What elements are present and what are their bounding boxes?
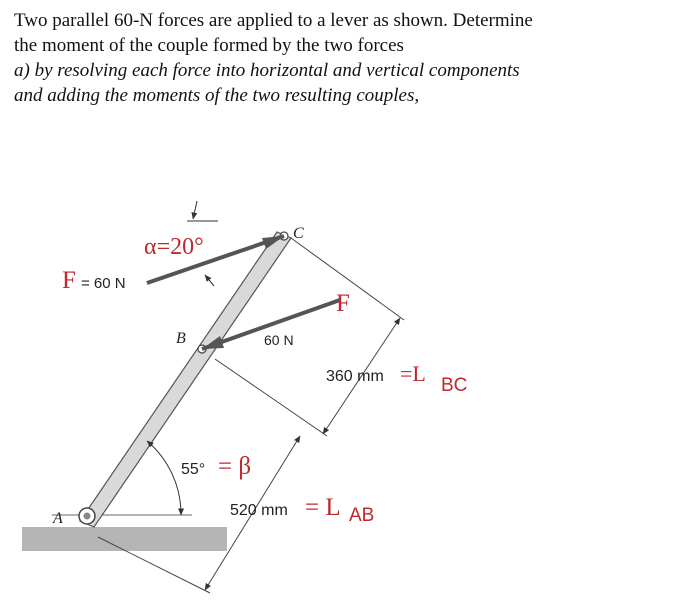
f-distance-label: F (336, 290, 350, 317)
angle-arc (147, 441, 181, 515)
angle-beta-label: = β (218, 453, 252, 480)
extension-line-b (215, 359, 327, 436)
force-value-label: = 60 N (81, 275, 126, 292)
problem-part-a-line-2: and adding the moments of the two resulting couples, (14, 85, 420, 106)
alpha-vertical-arrow (193, 201, 197, 219)
dim-ab-value: 520 mm (230, 502, 288, 519)
ground-support (22, 527, 227, 551)
force-lower-label: 60 N (264, 332, 294, 348)
problem-part-a-line-1: a) by resolving each force into horizontal and vertical components (14, 60, 520, 81)
pin-a-center (84, 513, 91, 520)
dim-bc-subscript: BC (441, 375, 468, 396)
problem-line-2: the moment of the couple formed by the two forces (14, 35, 404, 56)
dim-ab-eq: = L (305, 494, 341, 521)
angle-value: 55° (181, 461, 206, 478)
dim-bc-value: 360 mm (326, 368, 384, 385)
force-symbol: F (62, 267, 76, 294)
alpha-label: α=20° (144, 234, 204, 260)
dim-ab-subscript: AB (349, 505, 375, 526)
point-b-label: B (176, 330, 186, 347)
point-c-label: C (293, 225, 304, 242)
dim-bc-eq: =L (400, 361, 426, 386)
point-a-label: A (53, 510, 63, 527)
problem-line-1: Two parallel 60-N forces are applied to a lever as shown. Determine (14, 10, 533, 31)
alpha-lower-arrow (205, 275, 214, 286)
